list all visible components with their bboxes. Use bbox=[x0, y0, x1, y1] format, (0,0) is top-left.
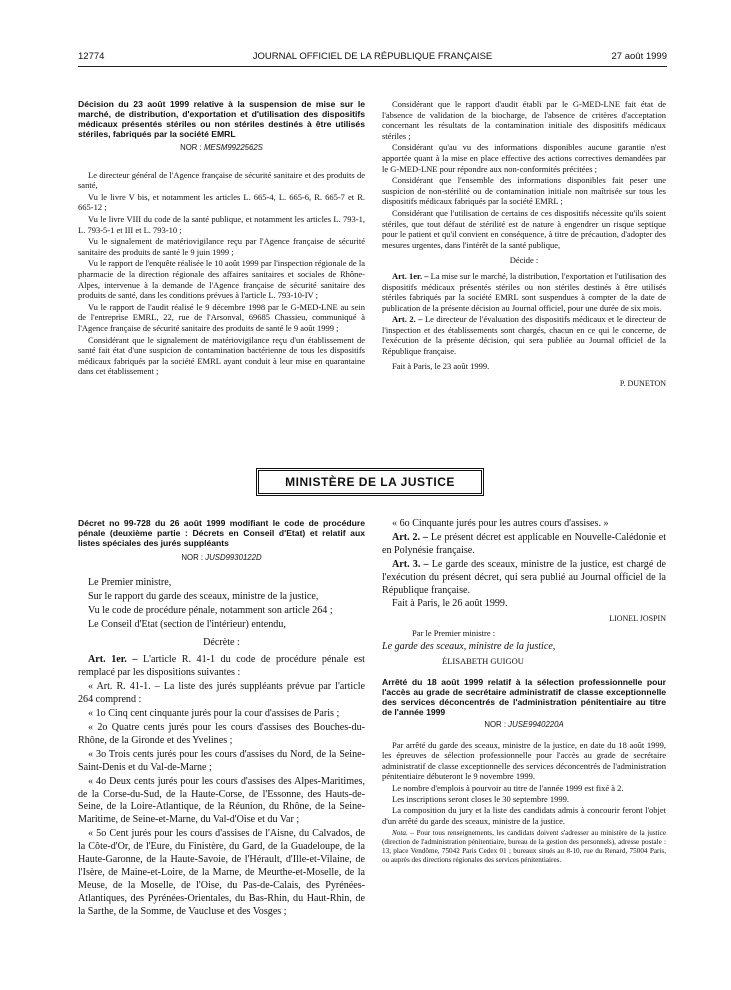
article-label: Art. 1er. – bbox=[88, 654, 138, 666]
article-label: Art. 3. – bbox=[392, 558, 429, 570]
decrete-heading: Décrète : bbox=[203, 636, 240, 648]
decret-item: « Art. R. 41-1. – La liste des jurés suppléants prévue par l'article 264 comprend : bbox=[78, 681, 365, 706]
nor-code: MESM9922562S bbox=[203, 143, 263, 152]
decision-article-2 bbox=[382, 314, 666, 356]
article-label: Art. 2. – bbox=[392, 531, 428, 543]
decret-title: Décret no 99-728 du 26 août 1999 modifiant le code de procédure pénale (deuxième partie : Décrets en Conseil d'Etat) et relatif aux listes spéciales des jurés suppléants bbox=[78, 518, 365, 548]
article-text: La mise sur le marché, la distribution, l'exportation et l'utilisation des dispositifs médicaux présentés stériles ou non stériles destinés à être utilisés stériles fabriqués par la société EMRL sont suspendues à compter de la date de publication de la présente décision au Journal officiel, pour une durée de six mois. bbox=[382, 270, 667, 313]
nor-code: JUSE9940220A bbox=[508, 719, 564, 729]
arrete-paragraph: La composition du jury et la liste des candidats admis à concourir feront l'objet d'un arrêté du garde des sceaux, ministre de la justice. bbox=[382, 805, 666, 826]
article-text: L'article R. 41-1 du code de procédure pénale est remplacé par les dispositions suivantes : bbox=[78, 654, 365, 679]
decret-done: Fait à Paris, le 26 août 1999. bbox=[392, 598, 508, 610]
decision-nor bbox=[78, 143, 365, 154]
ministry-banner: MINISTÈRE DE LA JUSTICE bbox=[256, 468, 484, 496]
nor-label: NOR : bbox=[181, 553, 204, 562]
page-number: 12774 bbox=[78, 51, 105, 62]
decret-signature: LIONEL JOSPIN bbox=[609, 614, 666, 624]
decret-item: « 4o Deux cents jurés pour les cours d'assises des Alpes-Maritimes, de la Corse-du-Sud, de la Haute-Corse, de l'Essonne, des Hauts-de-Seine, de la Loire-Atlantique, de la Réunion, du Rhône, de la Seine-Maritime, de Seine-et-Marne, du Val-d'Oise et du Var ; bbox=[78, 775, 365, 826]
decision-article-1 bbox=[382, 271, 666, 313]
nor-label: NOR : bbox=[484, 719, 506, 729]
arrete-nor bbox=[382, 719, 666, 732]
page-header bbox=[78, 51, 667, 65]
decret-par: Par le Premier ministre : bbox=[412, 628, 496, 639]
decision-left-column bbox=[78, 99, 365, 378]
article-text: Le garde des sceaux, ministre de la justice, est chargé de l'exécution du présent décret, qui sera publié au Journal officiel de la République française. bbox=[382, 558, 666, 596]
decision-paragraph: Vu le livre VIII du code de la santé publique, et notamment les articles L. 793-1, L. 793-5-1 et III et L. 793-10 ; bbox=[78, 213, 365, 235]
arrete-paragraph: Les inscriptions seront closes le 30 septembre 1999. bbox=[392, 793, 570, 804]
decret-item: « 6o Cinquante jurés pour les autres cours d'assises. » bbox=[392, 518, 609, 529]
decret-garde: Le garde des sceaux, ministre de la justice, bbox=[382, 641, 556, 653]
decret-item: « 5o Cent jurés pour les cours d'assises de l'Aisne, du Calvados, de la Côte-d'Or, de l'Eure, du Finistère, du Gard, de la Guadeloupe, de la Haute-Garonne, de la Haute-Savoie, de l'Hérault, d'Ille-et-Vilaine, de l'Isère, de Maine-et-Loire, de la Marne, de Meurthe-et-Moselle, de la Meuse, de la Moselle, de l'Oise, du Pas-de-Calais, des Pyrénées-Atlantiques, des Pyrénées-Orientales, du Bas-Rhin, du Haut-Rhin, de la Sarthe, de la Somme, de Vaucluse et des Vosges ; bbox=[78, 828, 365, 917]
decision-paragraph: Considérant que l'ensemble des informations disponibles fait peser une suspicion de non-stérilité ou de contamination initiale non maîtrisée sur tous les dispositifs médicaux fabriqués par la société EMRL ; bbox=[382, 175, 666, 207]
issue-date: 27 août 1999 bbox=[611, 51, 667, 62]
decret-garde-name: ÉLISABETH GUIGOU bbox=[442, 656, 524, 667]
journal-title: JOURNAL OFFICIEL DE LA RÉPUBLIQUE FRANÇAISE bbox=[252, 51, 493, 62]
arrete-paragraph: Par arrêté du garde des sceaux, ministre de la justice, en date du 18 août 1999, les épreuves de sélection professionnelle pour l'accès au grade de secrétaire administratif de classe exceptionnelle des services déconcentrés de l'administration pénitentiaire débuteront le 9 novembre 1999. bbox=[382, 739, 666, 782]
arrete-title: Arrêté du 18 août 1999 relatif à la sélection professionnelle pour l'accès au grade de secrétaire administratif de classe exceptionnelle des services déconcentrés de l'administration pénitentiaire au titre de l'année 1999 bbox=[382, 676, 666, 717]
decret-right-column bbox=[382, 518, 666, 866]
arrete-note bbox=[382, 829, 666, 865]
decret-paragraph: Vu le code de procédure pénale, notamment son article 264 ; bbox=[88, 604, 333, 616]
decret-item: « 2o Quatre cents jurés pour les cours d'assises des Bouches-du-Rhône, de la Gironde et des Yvelines ; bbox=[78, 721, 365, 746]
nor-code: JUSD9930122D bbox=[205, 553, 262, 562]
decision-paragraph: Considérant que le signalement de matériovigilance reçu d'un établissement de santé fait état d'une suspicion de contamination bactérienne de tous les dispositifs médicaux fabriqués par la société EMRL ayant conduit à leur mise en quarantaine dans cet établissement ; bbox=[78, 334, 365, 377]
header-rule bbox=[78, 66, 667, 67]
decret-article-3 bbox=[382, 559, 666, 598]
decision-paragraph: Le directeur général de l'Agence française de sécurité sanitaire et des produits de santé, bbox=[78, 169, 365, 191]
decret-article-2 bbox=[382, 532, 666, 558]
decret-item: « 1o Cinq cent cinquante jurés pour la cour d'assises de Paris ; bbox=[88, 708, 340, 720]
decret-left-column bbox=[78, 518, 365, 920]
decret-item: « 3o Trois cents jurés pour les cours d'assises du Nord, de la Seine-Saint-Denis et du Val-de-Marne ; bbox=[78, 748, 365, 773]
decision-paragraph: Considérant qu'au vu des informations disponibles aucune garantie n'est apportée quant à la mise en place effective des actions correctives demandées par le G-MED-LNE pour répondre aux non-conformités précitées ; bbox=[382, 142, 666, 174]
decision-paragraph: Vu le rapport de l'enquête réalisée le 10 août 1999 par l'inspection régionale de la pharmacie de la direction régionale des affaires sanitaires et sociales de Rhône-Alpes, intervenue à la demande de l'Agence française de sécurité sanitaire des produits de santé, dans les conditions prévues à l'article L. 793-10-IV ; bbox=[78, 258, 365, 301]
article-text: Le présent décret est applicable en Nouvelle-Calédonie et en Polynésie française. bbox=[382, 531, 666, 556]
decret-paragraph: Le Premier ministre, bbox=[88, 576, 172, 588]
decision-right-column bbox=[382, 99, 666, 391]
decision-paragraph: Vu le livre V bis, et notamment les articles L. 665-4, L. 665-6, R. 665-7 et R. 665-12 ; bbox=[78, 191, 365, 213]
decision-title: Décision du 23 août 1999 relative à la suspension de mise sur le marché, de distribution, d'exportation et d'utilisation des dispositifs médicaux présentés stériles ou non stériles destinés à être utilisés stériles, fabriqués par la société EMRL bbox=[78, 99, 365, 139]
article-label: Art. 2. – bbox=[392, 314, 423, 325]
decision-done: Fait à Paris, le 23 août 1999. bbox=[392, 360, 490, 371]
decision-paragraph: Considérant que l'utilisation de certains de ces dispositifs nécessite qu'ils soient stériles, que tout défaut de stérilité est de nature à engendrer un risque septique pour le patient et qu'il convient en conséquence, à titre de précaution, d'adopter des mesures urgentes, dans l'intérêt de la santé publique, bbox=[382, 207, 666, 250]
decret-nor bbox=[78, 552, 365, 565]
nor-label: NOR : bbox=[180, 143, 202, 152]
decision-paragraph: Vu le rapport de l'audit réalisé le 9 décembre 1998 par le G-MED-LNE au sein de l'entreprise EMRL, 22, rue de l'Arsonval, 69685 Chassieu, communiqué à l'Agence française de sécurité sanitaire des produits de santé le 9 août 1999 ; bbox=[78, 301, 365, 333]
note-label: Nota. – bbox=[392, 829, 414, 838]
decision-paragraph: Vu le signalement de matériovigilance reçu par l'Agence française de sécurité sanitaire des produits de santé le 9 juin 1999 ; bbox=[78, 236, 365, 257]
decision-signature: P. DUNETON bbox=[619, 379, 666, 389]
decret-paragraph: Le Conseil d'Etat (section de l'intérieur) entendu, bbox=[88, 618, 286, 630]
decret-paragraph: Sur le rapport du garde des sceaux, ministre de la justice, bbox=[88, 590, 319, 602]
article-label: Art. 1er. – bbox=[392, 270, 429, 281]
note-text: Pour tous renseignements, les candidats doivent s'adresser au ministère de la justice (direction de l'administration pénitentiaire, bureau de la gestion des personnels), adresse postale : 13, place Vendôme, 75042 Paris Cedex 01 ; bureaux situés au 8-10, rue du Renard, 75004 Paris, ou auprès des directions régionales des services pénitentiaires. bbox=[382, 829, 667, 865]
decide-heading: Décide : bbox=[509, 255, 539, 266]
decret-article-1 bbox=[78, 654, 365, 680]
arrete-paragraph: Le nombre d'emplois à pourvoir au titre de l'année 1999 est fixé à 2. bbox=[392, 782, 624, 793]
article-text: Le directeur de l'évaluation des dispositifs médicaux et le directeur de l'inspection et des établissements sont chargés, chacun en ce qui le concerne, de l'exécution de la présente décision, qui sera publiée au Journal officiel de la République française. bbox=[382, 314, 666, 357]
decision-paragraph: Considérant que le rapport d'audit établi par le G-MED-LNE fait état de l'absence de validation de la biocharge, de l'absence de critères d'acceptation concernant les résultats de la contamination initiale des dispositifs médicaux stériles ; bbox=[382, 99, 666, 141]
